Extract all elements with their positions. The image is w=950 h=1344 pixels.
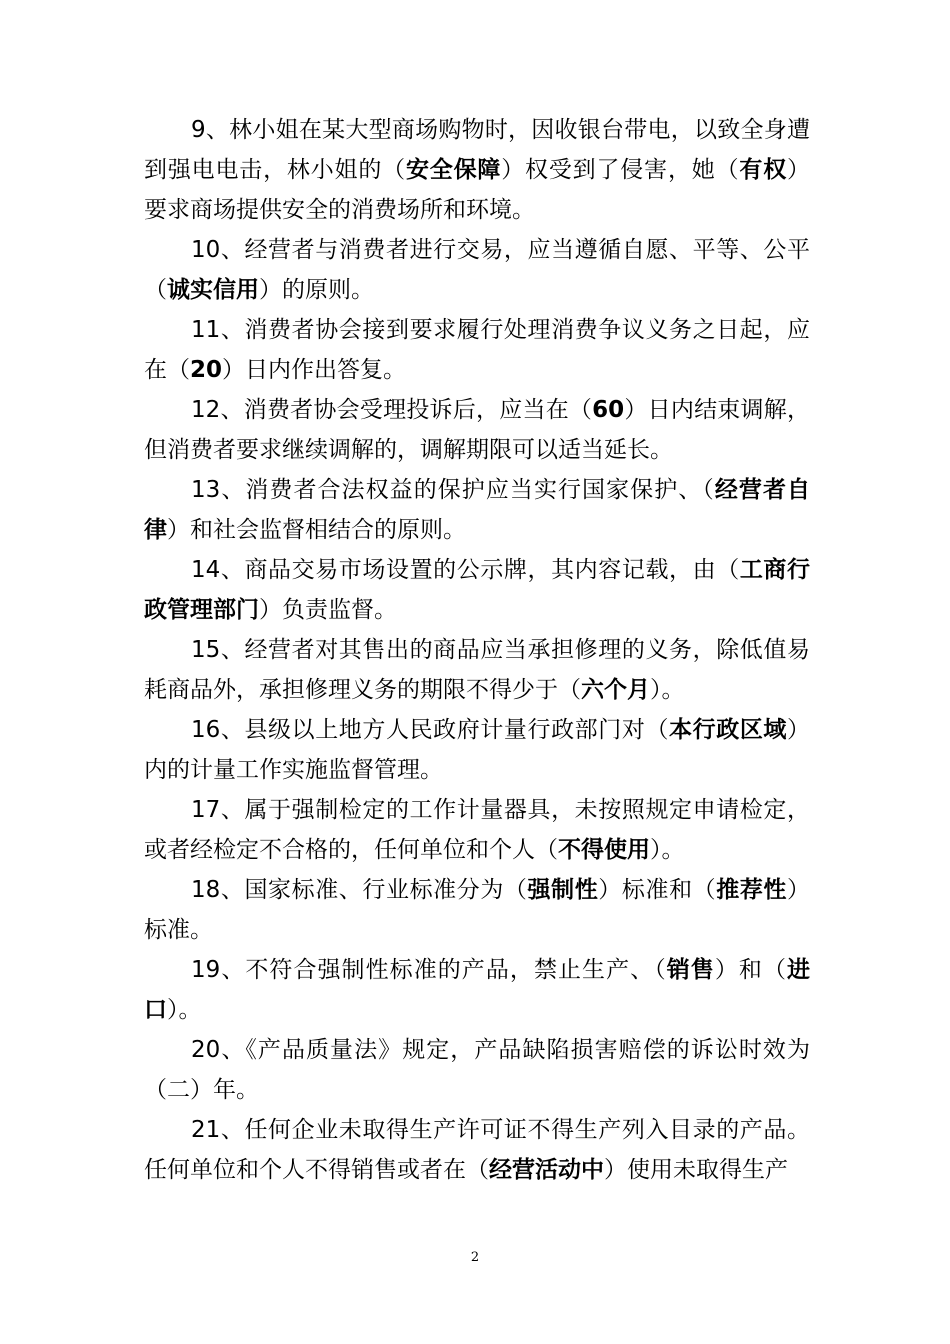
question-text: ）标准和（ — [598, 877, 717, 903]
answer-text: 销售 — [666, 957, 715, 983]
question-paragraph-q10 — [144, 230, 810, 310]
question-paragraph-q20 — [144, 1030, 810, 1110]
answer-text: 经营者自律 — [144, 477, 810, 543]
question-text: ）要求商场提供安全的消费场所和环境。 — [144, 157, 811, 223]
question-paragraph-q15 — [144, 630, 810, 710]
answer-text: 进口 — [144, 957, 811, 1023]
question-text: 17、属于强制检定的工作计量器具，未按照规定申请检定，或者经检定不合格的，任何单位和个人（ — [144, 797, 810, 863]
question-text: 10、经营者与消费者进行交易，应当遵循自愿、平等、公平（ — [144, 237, 810, 303]
question-text: 20、《产品质量法》规定，产品缺陷损害赔偿的诉讼时效为（二）年。 — [144, 1037, 810, 1103]
question-text: ）。 — [167, 997, 202, 1023]
question-text: ）日内结束调解，但消费者要求继续调解的，调解期限可以适当延长。 — [144, 397, 810, 463]
question-text: ）权受到了侵害，她（ — [501, 157, 740, 183]
answer-text: 有权 — [739, 157, 788, 183]
question-text: ）。 — [650, 677, 685, 703]
question-text: 15、经营者对其售出的商品应当承担修理的义务，除低值易耗商品外，承担修理义务的期限不得少于（ — [144, 637, 810, 703]
question-paragraph-q19 — [144, 950, 810, 1030]
question-text: ）日内作出答复。 — [222, 357, 407, 383]
answer-text: 强制性 — [527, 877, 599, 903]
answer-text: 本行政区域 — [669, 717, 787, 743]
answer-text: 工商行政管理部门 — [144, 557, 810, 623]
document-body — [144, 110, 810, 1190]
question-text: 11、消费者协会接到要求履行处理消费争议义务之日起，应在（ — [144, 317, 810, 383]
answer-text: 六个月 — [581, 677, 650, 703]
question-paragraph-q16 — [144, 710, 810, 790]
question-text: 14、商品交易市场设置的公示牌，其内容记载，由（ — [191, 557, 740, 583]
answer-text: 经营活动中 — [489, 1157, 604, 1183]
answer-text: 诚实信用 — [167, 277, 259, 303]
question-text: ）内的计量工作实施监督管理。 — [144, 717, 810, 783]
question-text: 19、不符合强制性标准的产品，禁止生产、（ — [191, 957, 667, 983]
question-text: ）的原则。 — [259, 277, 374, 303]
question-paragraph-q17 — [144, 790, 810, 870]
question-text: 9、林小姐在某大型商场购物时，因收银台带电，以致全身遭到强电电击，林小姐的（ — [144, 117, 810, 183]
question-text: ）使用未取得生产 — [604, 1157, 788, 1183]
answer-text: 安全保障 — [405, 157, 502, 183]
question-text: ）标准。 — [144, 877, 811, 943]
question-text: 16、县级以上地方人民政府计量行政部门对（ — [191, 717, 670, 743]
question-text: 18、国家标准、行业标准分为（ — [191, 877, 528, 903]
question-text: ）和社会监督相结合的原则。 — [167, 517, 466, 543]
question-paragraph-q13 — [144, 470, 810, 550]
question-paragraph-q14 — [144, 550, 810, 630]
question-text: 21、任何企业未取得生产许可证不得生产列入目录的产品。任何单位和个人不得销售或者在（ — [144, 1117, 810, 1183]
question-paragraph-q18 — [144, 870, 810, 950]
page-number: 2 — [470, 1250, 480, 1265]
answer-text: 20 — [190, 357, 223, 383]
question-paragraph-q11 — [144, 310, 810, 390]
answer-text: 不得使用 — [558, 837, 650, 863]
question-paragraph-q21 — [144, 1110, 810, 1190]
question-paragraph-q12 — [144, 390, 810, 470]
question-paragraph-q9 — [144, 110, 810, 230]
question-text: 12、消费者协会受理投诉后，应当在（ — [191, 397, 593, 423]
answer-text: 推荐性 — [716, 877, 788, 903]
question-text: ）。 — [650, 837, 685, 863]
question-text: ）负责监督。 — [259, 597, 397, 623]
question-text: ）和（ — [714, 957, 788, 983]
question-text: 13、消费者合法权益的保护应当实行国家保护、（ — [191, 477, 715, 503]
answer-text: 60 — [592, 397, 625, 423]
